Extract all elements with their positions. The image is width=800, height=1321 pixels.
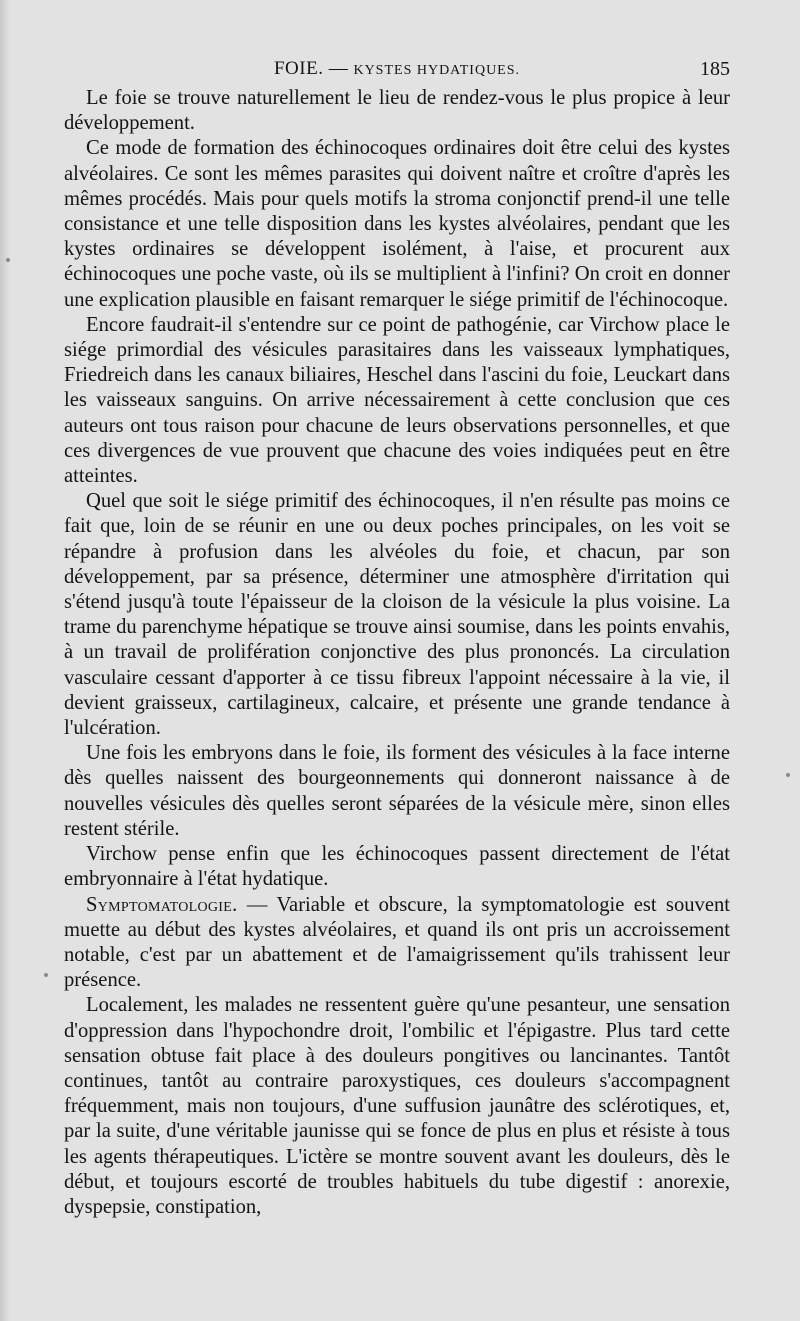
running-head xyxy=(64,58,730,80)
page-number: 185 xyxy=(700,58,730,80)
paragraph-1: Le foie se trouve naturellement le lieu de rendez-vous le plus propice à leur développement. xyxy=(64,87,730,135)
paragraph-5: Une fois les embryons dans le foie, ils forment des vésicules à la face interne dès quelles naissent des bourgeonnements qui donneront naissance à de nouvelles vésicules dès quelles seront séparées de la vésicule mère, sinon elles restent stérile. xyxy=(64,742,730,840)
paragraph-3: Encore faudrait-il s'entendre sur ce point de pathogénie, car Virchow place le siége primordial des vésicules parasitaires dans les vaisseaux lymphatiques, Friedreich dans les canaux biliaires, Heschel dans l'ascini du foie, Leuckart dans les vaisseaux sanguins. On arrive nécessairement à cette conclusion que ces auteurs ont tous raison pour chacune de leurs observations personnelles, et que ces divergences de vue prouvent que chacune des voies indiquées peut en être atteintes. xyxy=(64,313,730,488)
paragraph-8: Localement, les malades ne ressentent guère qu'une pesanteur, une sensation d'oppression dans l'hypochondre droit, l'ombilic et l'épigastre. Plus tard cette sensation obtuse fait place à des douleurs pongitives ou lancinantes. Tantôt continues, tantôt au contraire paroxystiques, ces douleurs s'accompagnent fréquemment, mais non toujours, d'une suffusion jaunâtre des sclérotiques, et, par la suite, d'une véritable jaunisse qui se fonce de plus en plus et résiste à tous les agents thérapeutiques. L'ictère se montre souvent avant les douleurs, dès le début, et toujours escorté de troubles habituels du tube digestif : anorexie, dyspepsie, constipation, xyxy=(64,994,730,1218)
section-heading-symptomatology: Symptomatologie. xyxy=(86,893,238,916)
symptomatology-paragraph xyxy=(64,893,730,994)
paragraph-6: Virchow pense enfin que les échinocoques passent directement de l'état embryonnaire à l'état hydatique. xyxy=(64,843,730,891)
running-head-section: FOIE. — xyxy=(273,58,349,79)
margin-speck xyxy=(6,258,10,262)
page-gutter-shadow xyxy=(0,0,10,1321)
running-head-title: KYSTES HYDATIQUES. xyxy=(353,63,521,78)
margin-speck xyxy=(44,973,48,977)
paragraph-2: Ce mode de formation des échinocoques ordinaires doit être celui des kystes alvéolaires. Ce sont les mêmes parasites qui doivent naître et croître d'après les mêmes procédés. Mais pour quels motifs la stroma conjonctif prend-il une telle consistance et une telle disposition dans les kystes alvéolaires, pendant que les kystes ordinaires se développent isolément, à l'aise, et procurent aux échinocoques une poche vaste, où ils se multiplient à l'infini? On croit en donner une explication plausible en faisant remarquer le siége primitif de l'échinocoque. xyxy=(64,137,730,311)
body-text xyxy=(64,86,730,1220)
paragraph-4: Quel que soit le siége primitif des échinocoques, il n'en résulte pas moins ce fait que, loin de se réunir en une ou deux poches principales, on les voit se répandre à profusion dans les alvéoles du foie, et chacun, par son développement, par sa présence, déterminer une atmosphère d'irritation qui s'étend jusqu'à toute l'épaisseur de la cloison de la vésicule la plus voisine. La trame du parenchyme hépatique se trouve ainsi soumise, dans les points envahis, à un travail de prolifération conjonctive des plus prononcés. La circulation vasculaire cessant d'apporter à ce tissu fibreux l'appoint nécessaire à la vie, il devient graisseux, cartilagineux, calcaire, et présente une grande tendance à l'ulcération. xyxy=(64,490,730,740)
symptomatology-text: — Variable et obscure, la symptomatologie est souvent muette au début des kystes alvéolaires, et quand ils ont pris un accroissement notable, c'est par un abattement et de l'amaigrissement qu'ils trahissent leur présence. xyxy=(64,893,730,992)
page-header xyxy=(64,58,730,82)
margin-speck xyxy=(786,773,790,777)
